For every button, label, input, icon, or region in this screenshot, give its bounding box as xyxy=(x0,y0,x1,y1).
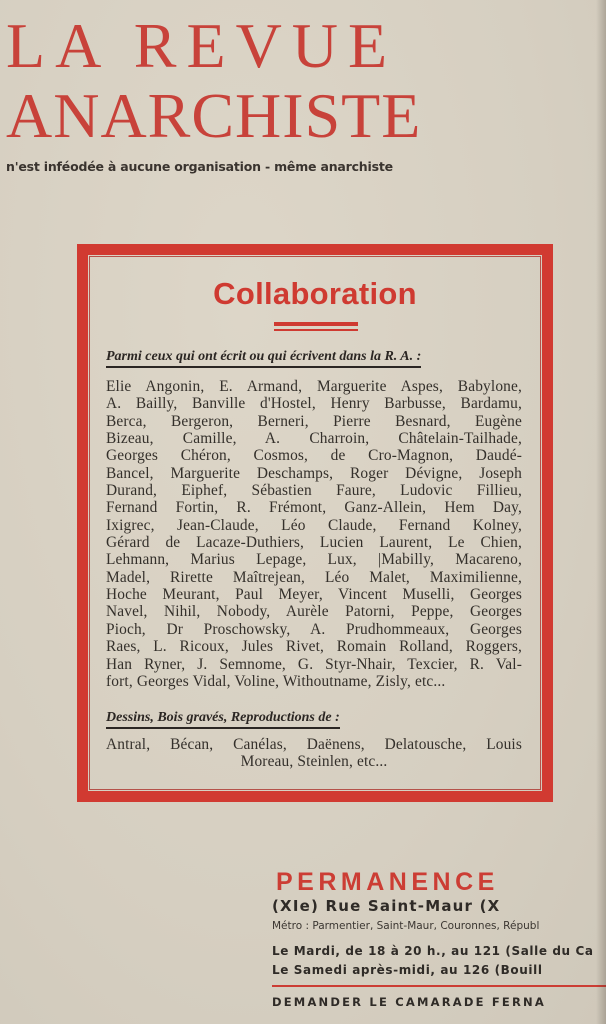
writers-line: Durand, Eiphef, Sébastien Faure, Ludovic Fillieu, xyxy=(106,482,522,500)
masthead-title-line-2: ANARCHISTE xyxy=(6,80,422,151)
writers-line: Berca, Bergeron, Berneri, Pierre Besnard, Eugène xyxy=(106,412,522,430)
artists-list xyxy=(106,736,522,771)
writers-line: Fernand Fortin, R. Frémont, Ganz-Allein, Hem Day, xyxy=(106,499,522,517)
writers-line: Navel, Nihil, Nobody, Aurèle Patorni, Peppe, Georges xyxy=(106,603,522,621)
permanence-metro: Métro : Parmentier, Saint-Maur, Couronnes, Républ xyxy=(272,920,540,932)
writers-line: Elie Angonin, E. Armand, Marguerite Aspes, Babylone, xyxy=(106,378,522,395)
writers-line: Bancel, Marguerite Deschamps, Roger Dévigne, Joseph xyxy=(106,464,522,482)
writers-line: Bizeau, Camille, A. Charroin, Châtelain-Tailhade, xyxy=(106,430,522,448)
permanence-hours-saturday: Le Samedi après-midi, au 126 (Bouill xyxy=(272,963,543,977)
writers-line: Madel, Rirette Maîtrejean, Léo Malet, Maximilienne, xyxy=(106,568,522,586)
writers-line: A. Bailly, Banville d'Hostel, Henry Barbusse, Bardamu, xyxy=(106,395,522,413)
permanence-divider xyxy=(272,985,606,987)
writers-line: Gérard de Lacaze-Duthiers, Lucien Laurent, Le Chien, xyxy=(106,534,522,552)
page-edge-shadow xyxy=(596,0,606,1024)
collaboration-heading: Collaboration xyxy=(213,276,417,311)
permanence-contact: DEMANDER LE CAMARADE FERNA xyxy=(272,995,546,1009)
artists-line: Moreau, Steinlen, etc... xyxy=(240,753,388,771)
permanence-hours-tuesday: Le Mardi, de 18 à 20 h., au 121 (Salle du Ca xyxy=(272,944,594,958)
heading-rule-thin xyxy=(274,329,358,331)
artists-line: Antral, Bécan, Canélas, Daënens, Delatousche, Louis xyxy=(106,736,522,753)
masthead-title-line-1: LA REVUE xyxy=(6,10,398,81)
writers-line: Lehmann, Marius Lepage, Lux, |Mabilly, Macareno, xyxy=(106,551,522,569)
artists-heading: Dessins, Bois gravés, Reproductions de : xyxy=(106,710,340,729)
masthead-tagline: n'est inféodée à aucune organisation - même anarchiste xyxy=(6,159,393,174)
writers-line: Raes, L. Ricoux, Jules Rivet, Romain Rolland, Roggers, xyxy=(106,638,522,656)
writers-line: Han Ryner, J. Semnome, G. Styr-Nhair, Texcier, R. Val- xyxy=(106,655,522,673)
writers-line: Georges Chéron, Cosmos, de Cro-Magnon, Daudé- xyxy=(106,447,522,465)
writers-heading: Parmi ceux qui ont écrit ou qui écrivent dans la R. A. : xyxy=(106,349,421,368)
writers-line: Hoche Meurant, Paul Meyer, Vincent Muselli, Georges xyxy=(106,586,522,604)
permanence-address: (XIe) Rue Saint-Maur (X xyxy=(272,897,501,915)
writers-list xyxy=(106,378,522,690)
writers-line: fort, Georges Vidal, Voline, Withoutname, Zisly, etc... xyxy=(106,672,446,690)
writers-line: Ixigrec, Jean-Claude, Léo Claude, Fernand Kolney, xyxy=(106,516,522,534)
permanence-title: PERMANENCE xyxy=(276,868,499,896)
writers-line: Pioch, Dr Proschowsky, A. Prudhommeaux, Georges xyxy=(106,620,522,638)
heading-rule xyxy=(274,322,358,326)
